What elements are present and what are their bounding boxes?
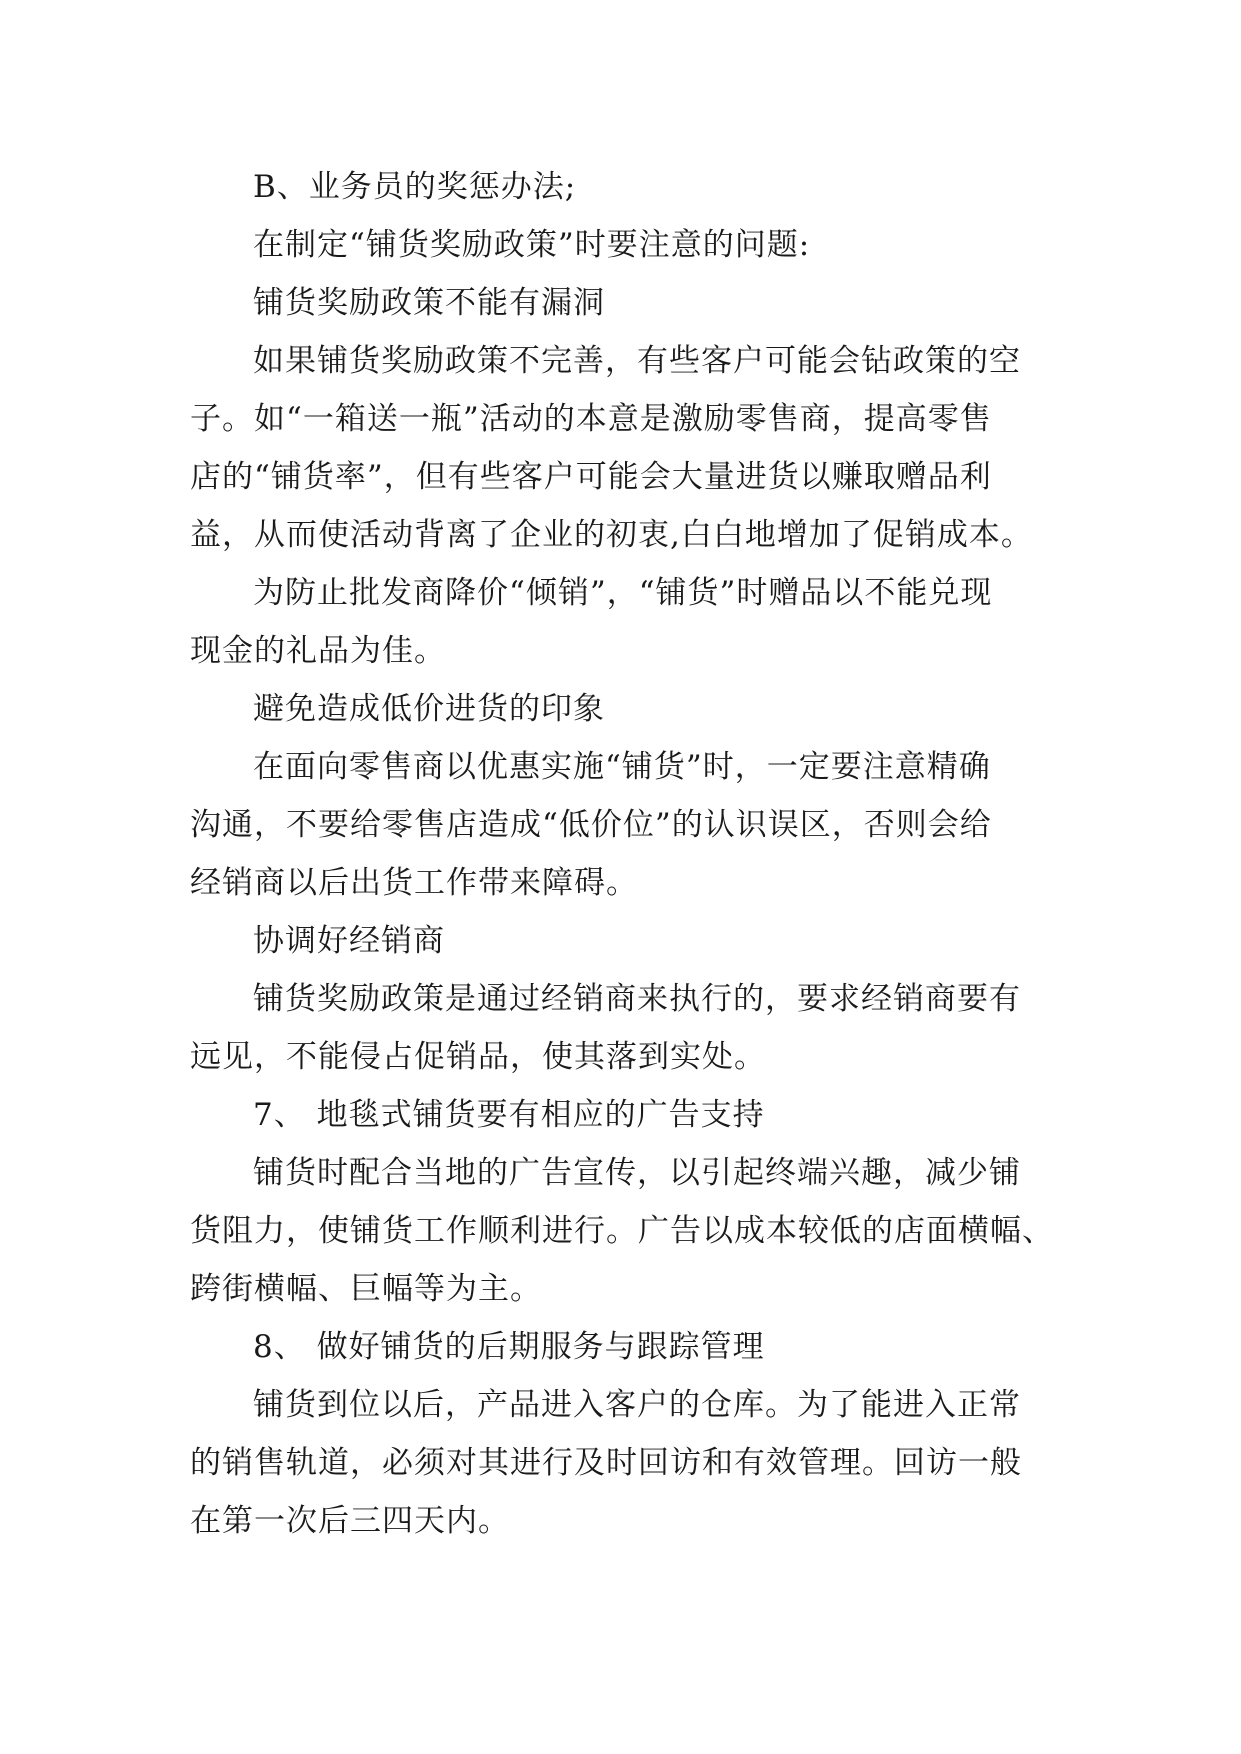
text-line: 跨街横幅、巨幅等为主。 xyxy=(190,1271,542,1307)
text-line: 益，从而使活动背离了企业的初衷,白白地增加了促销成本。 xyxy=(190,517,1033,553)
section-heading: 铺货奖励政策不能有漏洞 xyxy=(253,285,605,321)
text-line: 远见，不能侵占促销品，使其落到实处。 xyxy=(190,1039,766,1075)
text-line: 为防止批发商降价“倾销”，“铺货”时赠品以不能兑现 xyxy=(253,575,993,611)
text-line: 的销售轨道，必须对其进行及时回访和有效管理。回访一般 xyxy=(190,1445,1022,1481)
section-heading: 8、 做好铺货的后期服务与跟踪管理 xyxy=(253,1329,765,1365)
section-heading: 避免造成低价进货的印象 xyxy=(253,691,605,727)
text-line: B、业务员的奖惩办法; xyxy=(253,169,577,205)
text-line: 铺货奖励政策是通过经销商来执行的，要求经销商要有 xyxy=(253,981,1021,1017)
text-line: 子。如“一箱送一瓶”活动的本意是激励零售商，提高零售 xyxy=(190,401,992,437)
text-line: 现金的礼品为佳。 xyxy=(190,633,446,669)
text-line: 在制定“铺货奖励政策”时要注意的问题: xyxy=(253,227,811,263)
text-line: 如果铺货奖励政策不完善，有些客户可能会钻政策的空 xyxy=(253,343,1021,379)
document-page xyxy=(190,158,1056,1550)
text-line: 铺货到位以后，产品进入客户的仓库。为了能进入正常 xyxy=(253,1387,1021,1423)
text-line: 铺货时配合当地的广告宣传，以引起终端兴趣，减少铺 xyxy=(253,1155,1021,1191)
text-line: 货阻力，使铺货工作顺利进行。广告以成本较低的店面横幅、 xyxy=(190,1213,1054,1249)
text-line: 在第一次后三四天内。 xyxy=(190,1503,510,1539)
text-line: 经销商以后出货工作带来障碍。 xyxy=(190,865,638,901)
section-heading: 协调好经销商 xyxy=(253,923,445,959)
text-line: 在面向零售商以优惠实施“铺货”时，一定要注意精确 xyxy=(253,749,991,785)
section-heading: 7、 地毯式铺货要有相应的广告支持 xyxy=(253,1097,765,1133)
text-line: 店的“铺货率”，但有些客户可能会大量进货以赚取赠品利 xyxy=(190,459,992,495)
text-line: 沟通，不要给零售店造成“低价位”的认识误区，否则会给 xyxy=(190,807,992,843)
